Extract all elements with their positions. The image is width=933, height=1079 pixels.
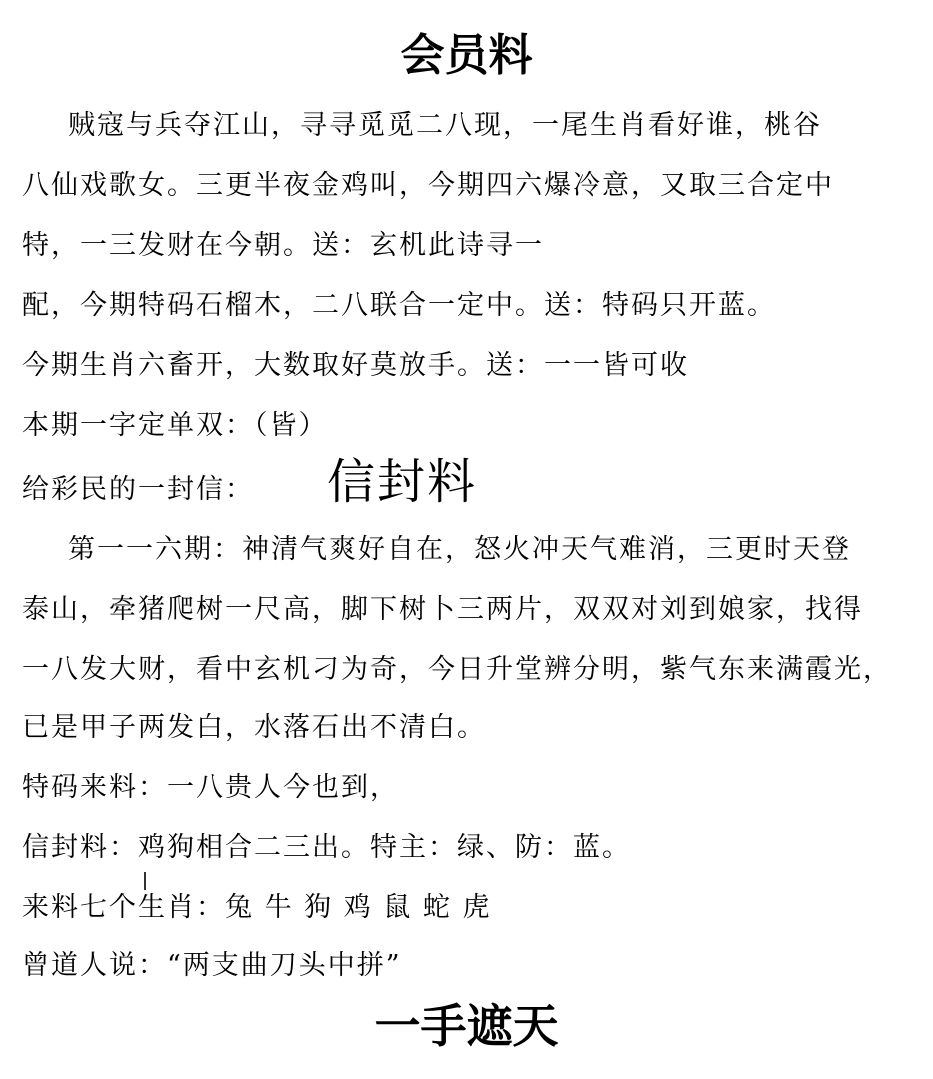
poem-line-4: 配，今期特码石榴木，二八联合一定中。送：特码只开蓝。 — [22, 290, 776, 321]
title-huiyuanliao: 会员料 — [400, 30, 533, 81]
poem-line-2: 八仙戏歌女。三更半夜金鸡叫，今期四六爆冷意，又取三合定中 — [22, 170, 834, 201]
title-xinfengliao: 信封料 — [327, 454, 478, 510]
letter-line-4: 已是甲子两发白，水落石出不清白。 — [22, 712, 486, 743]
poem-line-1: 贼寇与兵夺江山，寻寻觅觅二八现，一尾生肖看好谁，桃谷 — [68, 110, 822, 141]
letter-line-1: 第一一六期：神清气爽好自在，怒火冲天气难消，三更时天登 — [68, 534, 851, 565]
letter-label: 给彩民的一封信： — [22, 474, 254, 505]
zengdaoren-line: 曾道人说：“两支曲刀头中拼” — [22, 950, 402, 981]
poem-line-3: 特，一三发财在今朝。送：玄机此诗寻一 — [22, 230, 544, 261]
poem-line-5: 今期生肖六畜开，大数取好莫放手。送：一一皆可收 — [22, 350, 689, 381]
letter-line-3: 一八发大财，看中玄机刁为奇，今日升堂辨分明，紫气东来满霞光， — [22, 654, 892, 685]
single-double-line: 本期一字定单双：（皆） — [22, 410, 328, 441]
zodiac-line: 来料七个生肖：兔 牛 狗 鸡 鼠 蛇 虎 — [22, 892, 492, 923]
title-yishouzhetian: 一手遮天 — [374, 999, 559, 1053]
letter-line-2: 泰山，牵猪爬树一尺高，脚下树卜三两片，双双对刘到娘家，找得 — [22, 594, 863, 625]
letter-heading-row — [22, 452, 922, 512]
tema-line: 特码来料：一八贵人今也到， — [22, 772, 399, 803]
xinfeng-line: 信封料：鸡狗相合二三出。特主：绿、防：蓝。 — [22, 832, 631, 863]
